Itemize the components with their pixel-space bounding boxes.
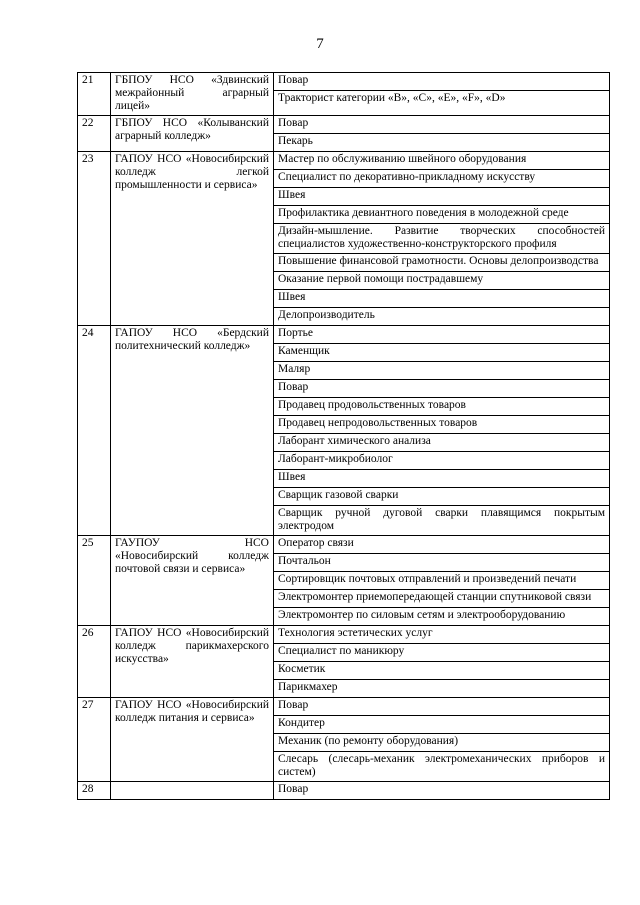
organization-text: ГБПОУ НСО «Колыванский аграрный колледж» [115,117,269,142]
organization-name [111,536,274,626]
profession-item: Кондитер [274,716,609,734]
profession-item: Мастер по обслуживанию швейного оборудования [274,152,609,170]
professions-list [274,782,610,800]
profession-item: Тракторист категории «В», «С», «Е», «F», «D» [278,92,506,104]
row-number: 24 [78,326,111,536]
table-row [78,698,610,782]
professions-list [274,116,610,152]
profession-item: Электромонтер приемопередающей станции спутниковой связи [274,590,609,608]
profession-item: Электромонтер по силовым сетям и электрооборудованию [278,609,566,621]
organization-text: ГАПОУ НСО «Новосибирский колледж легкой промышленности и сервиса» [115,153,269,191]
profession-item: Профилактика девиантного поведения в молодежной среде [274,206,609,224]
profession-item: Повышение финансовой грамотности. Основы делопроизводства [274,254,609,272]
programs-table [77,72,610,800]
row-number: 27 [78,698,111,782]
table-row [78,782,610,800]
table-body [78,73,610,800]
row-number: 23 [78,152,111,326]
profession-item: Оказание первой помощи пострадавшему [274,272,609,290]
profession-item: Косметик [274,662,609,680]
row-number: 26 [78,626,111,698]
profession-item: Повар [278,783,309,795]
table-row [78,626,610,698]
page-number: 7 [316,36,324,52]
profession-item: Лаборант химического анализа [274,434,609,452]
organization-text: ГАПОУ НСО «Новосибирский колледж парикмахерского искусства» [115,627,269,665]
profession-item: Сварщик газовой сварки [274,488,609,506]
professions-list [274,626,610,698]
profession-item: Делопроизводитель [278,309,375,321]
profession-item: Технология эстетических услуг [274,626,609,644]
organization-text: ГАУПОУ НСО «Новосибирский колледж почтовой связи и сервиса» [115,537,269,575]
profession-item: Пекарь [278,135,313,147]
professions-list [274,73,610,116]
table-row [78,536,610,626]
professions-list [274,698,610,782]
row-number: 28 [78,782,111,800]
organization-text: ГАПОУ НСО «Бердский политехнический колледж» [115,327,269,352]
profession-item: Портье [274,326,609,344]
table-row [78,326,610,536]
profession-item: Лаборант-микробиолог [274,452,609,470]
organization-name [111,698,274,782]
profession-item: Слесарь (слесарь-механик электромеханических приборов и систем) [278,753,605,778]
organization-name [111,73,274,116]
profession-item: Сортировщик почтовых отправлений и произведений печати [274,572,609,590]
profession-item: Повар [274,698,609,716]
profession-item: Повар [274,73,609,91]
profession-item: Дизайн-мышление. Развитие творческих способностей специалистов художественно-конструкторского профиля [274,224,609,254]
row-number: 22 [78,116,111,152]
organization-text: ГБПОУ НСО «Здвинский межрайонный аграрный лицей» [115,74,269,112]
organization-name [111,326,274,536]
organization-name [111,626,274,698]
table-row [78,116,610,152]
profession-item: Повар [274,380,609,398]
profession-item: Продавец продовольственных товаров [274,398,609,416]
organization-text: ГАПОУ НСО «Новосибирский колледж питания и сервиса» [115,699,269,724]
profession-item: Швея [274,470,609,488]
professions-list [274,152,610,326]
profession-item: Сварщик ручной дуговой сварки плавящимся покрытым электродом [278,507,605,532]
profession-item: Оператор связи [274,536,609,554]
profession-item: Специалист по маникюру [274,644,609,662]
profession-item: Механик (по ремонту оборудования) [274,734,609,752]
professions-list [274,326,610,536]
organization-name [111,116,274,152]
professions-list [274,536,610,626]
profession-item: Специалист по декоративно-прикладному искусству [274,170,609,188]
table-row [78,73,610,116]
row-number: 25 [78,536,111,626]
profession-item: Каменщик [274,344,609,362]
profession-item: Повар [274,116,609,134]
profession-item: Парикмахер [278,681,338,693]
organization-name [111,152,274,326]
profession-item: Швея [274,188,609,206]
profession-item: Швея [274,290,609,308]
profession-item: Почтальон [274,554,609,572]
row-number: 21 [78,73,111,116]
profession-item: Продавец непродовольственных товаров [274,416,609,434]
organization-name [111,782,274,800]
table-row [78,152,610,326]
profession-item: Маляр [274,362,609,380]
